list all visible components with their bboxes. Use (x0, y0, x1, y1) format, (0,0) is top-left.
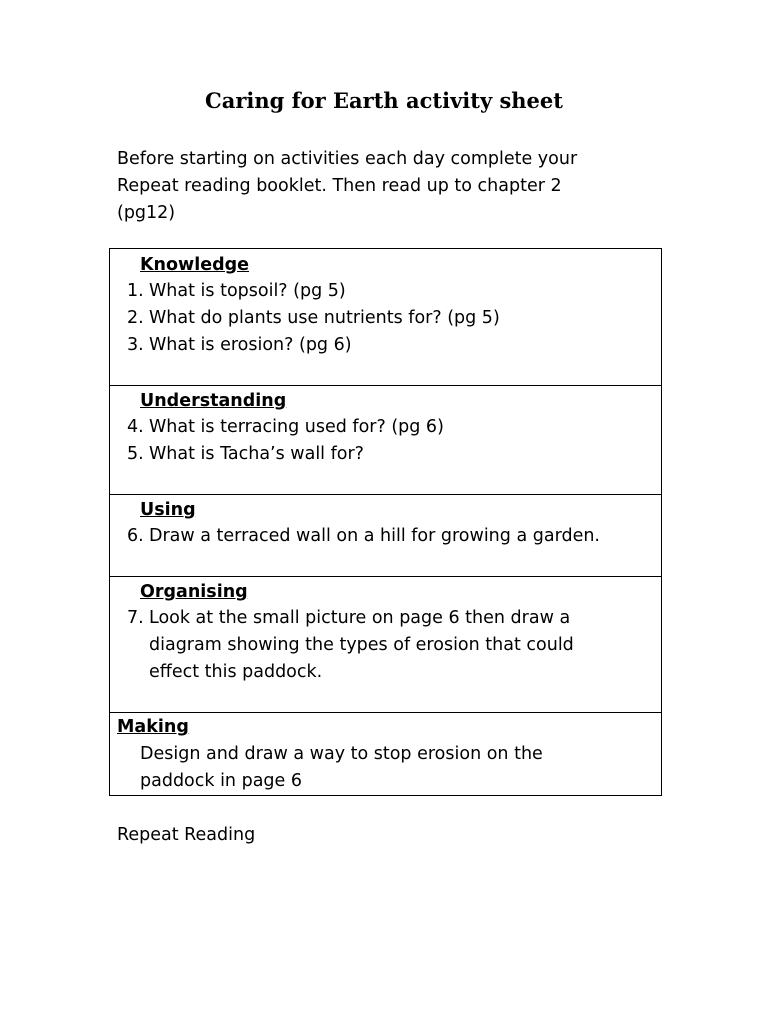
item-number: 3. (127, 335, 144, 355)
intro-line: (pg12) (117, 203, 176, 223)
item-text: What is terracing used for? (pg 6) (149, 417, 444, 437)
page-title: Caring for Earth activity sheet (205, 88, 563, 113)
section-organising (110, 577, 661, 713)
section-heading-using: Using (140, 500, 196, 520)
intro-line: Before starting on activities each day complete your (117, 149, 578, 169)
list-item (127, 305, 500, 332)
item-number: 7. (127, 608, 144, 628)
item-text: What is erosion? (pg 6) (149, 335, 352, 355)
making-text-line: Design and draw a way to stop erosion on the (140, 744, 543, 764)
item-text: What is topsoil? (pg 5) (149, 281, 346, 301)
item-number: 1. (127, 281, 144, 301)
list-item (127, 332, 352, 359)
section-heading-understanding: Understanding (140, 391, 287, 411)
section-heading-knowledge: Knowledge (140, 255, 249, 275)
activity-table (109, 248, 662, 796)
list-item (127, 441, 364, 468)
section-heading-making: Making (117, 717, 189, 737)
item-number: 2. (127, 308, 144, 328)
making-text-line: paddock in page 6 (140, 771, 302, 791)
item-text-line: diagram showing the types of erosion that could (149, 635, 574, 655)
section-heading-organising: Organising (140, 582, 248, 602)
footer-text: Repeat Reading (117, 825, 256, 845)
list-item (127, 414, 444, 441)
intro-line: Repeat reading booklet. Then read up to chapter 2 (117, 176, 562, 196)
list-item (127, 278, 346, 305)
item-text-line: Look at the small picture on page 6 then draw a (149, 608, 571, 628)
intro-paragraph (117, 146, 657, 227)
section-understanding (110, 386, 661, 495)
section-knowledge (110, 249, 661, 386)
section-making (110, 713, 661, 795)
item-text-line: effect this paddock. (149, 662, 323, 682)
item-number: 4. (127, 417, 144, 437)
list-item (127, 523, 600, 550)
list-item (127, 605, 570, 632)
item-text: Draw a terraced wall on a hill for growing a garden. (149, 526, 600, 546)
item-number: 6. (127, 526, 144, 546)
section-using (110, 495, 661, 577)
item-text: What do plants use nutrients for? (pg 5) (149, 308, 500, 328)
item-number: 5. (127, 444, 144, 464)
item-text: What is Tacha’s wall for? (149, 444, 364, 464)
